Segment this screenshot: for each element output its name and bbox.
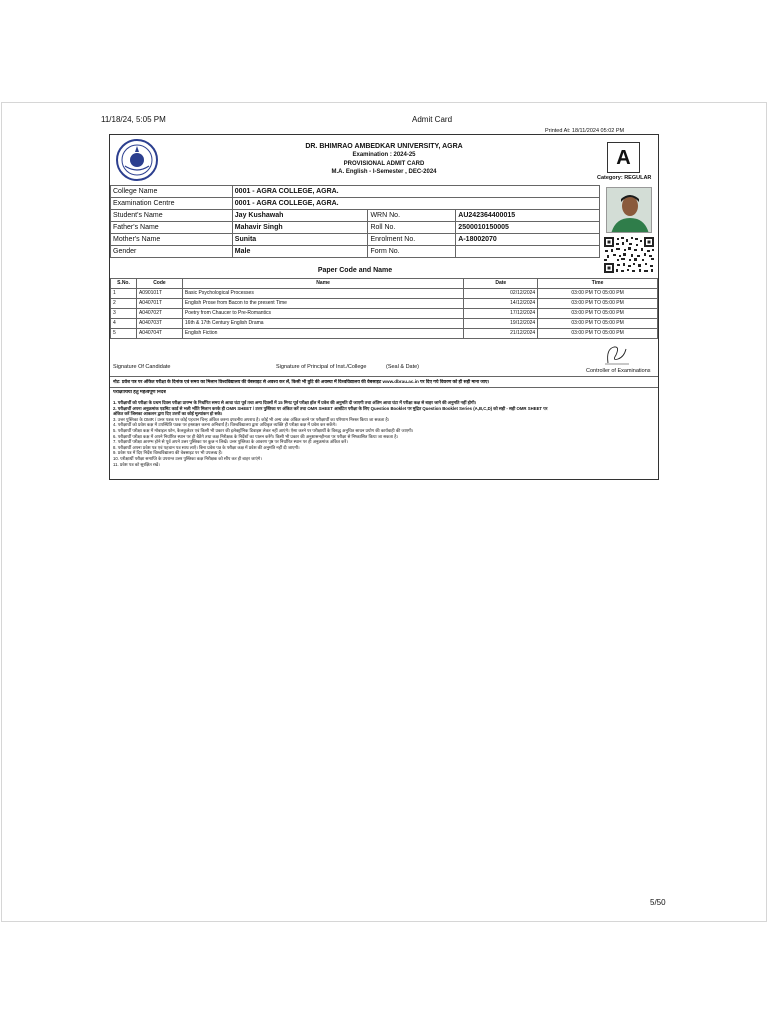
row-name: Basic Psychological Processes	[182, 289, 463, 299]
notice-text: नोट: प्रवेश पत्र पर अंकित परीक्षा के दिनांक एवं समय का मिलान विश्वविद्यालय की वेबसाइट से अवश्य कर लें, किसी भी त्रुटि की अवस्था में विश्वविद्यालय की वेबसाइट www.dbrau.ac.in पर दिए गये विवरण को ही सही माना जाए।	[113, 379, 490, 384]
category-label: Category: REGULAR	[597, 175, 652, 181]
row-code: A040701T	[136, 299, 182, 309]
centre-label: Examination Centre	[111, 198, 233, 210]
form-label: Form No.	[368, 246, 456, 258]
table-row	[111, 329, 658, 339]
row-sno: 3	[111, 309, 137, 319]
row-date: 14/12/2024	[464, 299, 538, 309]
father-row	[111, 222, 600, 234]
list-item: 11. प्रवेश पत्र को सुरक्षित रखें।	[113, 461, 160, 467]
list-item: 8. परीक्षार्थी अपना प्रवेश पत्र एवं पहचान पत्र साथ लाएँ। बिना प्रवेश पत्र के परीक्षा कक्ष में प्रवेश की अनुमति नहीं दी जाएगी।	[113, 444, 300, 450]
student-value: Jay Kushawah	[232, 210, 368, 222]
row-name: English Fiction	[182, 329, 463, 339]
header-code: Code	[136, 279, 182, 289]
qr-code	[603, 236, 655, 274]
gender-value: Male	[232, 246, 368, 258]
row-time: 03:00 PM TO 05:00 PM	[538, 299, 658, 309]
university-name: DR. BHIMRAO AMBEDKAR UNIVERSITY, AGRA	[305, 143, 463, 150]
mother-row	[111, 234, 600, 246]
printed-at: Printed At: 18/11/2024 05:02 PM	[545, 128, 625, 134]
wrn-label: WRN No.	[368, 210, 456, 222]
list-item: 9. प्रवेश पत्र में दिए निर्देश विश्वविद्यालय की वेबसाइट पर भी उपलब्ध हैं।	[113, 450, 223, 456]
header-sno: S.No.	[111, 279, 137, 289]
enrolment-label: Enrolment No.	[368, 234, 456, 246]
centre-row	[111, 198, 600, 210]
examination-session: Examination : 2024-25	[352, 152, 416, 158]
student-info-table	[110, 185, 600, 258]
father-value: Mahavir Singh	[232, 222, 368, 234]
student-row	[111, 210, 600, 222]
college-row	[111, 186, 600, 198]
card-title: PROVISIONAL ADMIT CARD	[343, 161, 425, 167]
wrn-value: AU242364400015	[456, 210, 600, 222]
row-time: 03:00 PM TO 05:00 PM	[538, 319, 658, 329]
divider	[110, 387, 658, 388]
form-value	[456, 246, 600, 258]
row-date: 21/12/2024	[464, 329, 538, 339]
row-name: English Prose from Bacon to the present Time	[182, 299, 463, 309]
list-item: 6. परीक्षार्थी परीक्षा कक्ष में अपने निर्धारित स्थान पर ही बैठेंगे तथा कक्ष निरीक्षक के निर्देशों का पालन करेंगे। किसी भी प्रकार की अनुशासनहीनता पर परीक्षा से निष्कासित किया जा सकता है।	[113, 433, 399, 439]
college-label: College Name	[111, 186, 233, 198]
father-label: Father's Name	[111, 222, 233, 234]
enrolment-value: A-18002070	[456, 234, 600, 246]
row-sno: 5	[111, 329, 137, 339]
row-code: A040703T	[136, 319, 182, 329]
category-box	[607, 142, 640, 173]
admit-card	[109, 134, 659, 480]
row-time: 03:00 PM TO 05:00 PM	[538, 309, 658, 319]
principal-signature-label: Signature of Principal of Inst./College	[276, 364, 367, 370]
print-timestamp: 11/18/24, 5:05 PM	[101, 115, 166, 124]
row-date: 19/12/2024	[464, 319, 538, 329]
list-item: 5. परीक्षार्थी परीक्षा कक्ष में मोबाइल फोन, कैलकुलेटर एवं किसी भी प्रकार की इलेक्ट्रॉनिक डिवाइस लेकर नहीं आएंगे। ऐसा करने पर परीक्षार्थी के विरुद्ध अनुचित साधन प्रयोग की कार्यवाही की जाएगी।	[113, 427, 414, 433]
header-time: Time	[538, 279, 658, 289]
gender-label: Gender	[111, 246, 233, 258]
list-item: 1. परीक्षार्थी को परीक्षा के प्रथम दिवस परीक्षा प्रारम्भ के निर्धारित समय से आधा घंटा पूर्व तथा अन्य दिवसों में 15 मिनट पूर्व परीक्षा हॉल में प्रवेश की अनुमति दी जाएगी तथा अंतिम आधा घंटा में परीक्षा कक्ष से बाहर जाने की अनुमति नहीं होगी।	[113, 400, 477, 405]
row-date: 17/12/2024	[464, 309, 538, 319]
row-name: Poetry from Chaucer to Pre-Romantics	[182, 309, 463, 319]
controller-signature-image	[602, 343, 632, 367]
row-sno: 2	[111, 299, 137, 309]
controller-label: Controller of Examinations	[586, 368, 651, 374]
row-code: A040704T	[136, 329, 182, 339]
list-item: 7. परीक्षार्थी परीक्षा आरम्भ होने से पूर्व अपने उत्तर पुस्तिका पर कुछ न लिखें। उत्तर पुस्तिका के आवरण पृष्ठ पर निर्धारित स्थान पर ही अनुक्रमांक अंकित करें।	[113, 439, 348, 445]
college-value: 0001 - AGRA COLLEGE, AGRA.	[232, 186, 599, 198]
candidate-signature-label: Signature Of Candidate	[113, 364, 171, 370]
page-number: 5/50	[650, 898, 666, 907]
table-row	[111, 289, 658, 299]
course-name: M.A. English - I-Semester , DEC-2024	[331, 169, 437, 175]
student-label: Student's Name	[111, 210, 233, 222]
row-code: A040702T	[136, 309, 182, 319]
list-item: अंकित करें जिसका आकलन द्वारा दिए उत्तरों का कोई मूल्यांकन हो सके।	[113, 411, 223, 417]
list-item: 10. परीक्षार्थी परीक्षा समाप्ति के उपरान्त उत्तर पुस्तिका कक्ष निरीक्षक को सौंप कर ही बाहर जाएंगे।	[113, 455, 262, 461]
row-code: A090101T	[136, 289, 182, 299]
header-date: Date	[464, 279, 538, 289]
row-sno: 4	[111, 319, 137, 329]
row-name: 16th & 17th Century English Drama	[182, 319, 463, 329]
roll-label: Roll No.	[368, 222, 456, 234]
mother-value: Sunita	[232, 234, 368, 246]
instructions-title: परीक्षार्थियों हेतु महत्वपूर्ण निर्देश	[113, 390, 167, 395]
papers-table	[110, 278, 658, 339]
instructions-list	[113, 400, 656, 467]
document-title: Admit Card	[412, 115, 453, 124]
row-time: 03:00 PM TO 05:00 PM	[538, 289, 658, 299]
row-sno: 1	[111, 289, 137, 299]
roll-value: 2500010150005	[456, 222, 600, 234]
seal-label: (Seal & Date)	[386, 364, 420, 370]
category-letter: A	[616, 147, 631, 169]
paper-section-title: Paper Code and Name	[317, 267, 393, 274]
table-row	[111, 309, 658, 319]
table-row	[111, 299, 658, 309]
header-name: Name	[182, 279, 463, 289]
table-row	[111, 319, 658, 329]
list-item: 2. परीक्षार्थी अपना अनुक्रमांक एडमिट कार्ड से भली भाँति मिलान करके ही OMR SHEET / उत्तर पुस्तिका पर अंकित करें तथा OMR SHEET आबंटित परीक्षा के लिए Question Booklet पर मुद्रित Question Booklet Series (A,B,C,D) को सही - सही OMR SHEET पर	[113, 405, 548, 411]
papers-header-row	[111, 279, 658, 289]
list-item: 3. उत्तर पुस्तिका के OMR / उत्तर पत्रक पर कोई पहचान चिन्ह अंकित करना दण्डनीय अपराध है। कोई भी अन्य अंक अंकित करने पर परीक्षार्थी का परिणाम निरस्त किया जा सकता है।	[113, 416, 390, 422]
mother-label: Mother's Name	[111, 234, 233, 246]
centre-value: 0001 - AGRA COLLEGE, AGRA.	[232, 198, 599, 210]
list-item: 4. परीक्षार्थी को प्रवेश कक्ष में उपस्थिति पत्रक पर हस्ताक्षर करना अनिवार्य है। विश्वविद्यालय द्वारा अधिकृत व्यक्ति ही परीक्षा कक्ष में प्रवेश कर सकेंगे।	[113, 422, 337, 428]
row-time: 03:00 PM TO 05:00 PM	[538, 329, 658, 339]
row-date: 02/12/2024	[464, 289, 538, 299]
gender-row	[111, 246, 600, 258]
student-photo	[606, 187, 652, 233]
divider	[110, 376, 658, 377]
